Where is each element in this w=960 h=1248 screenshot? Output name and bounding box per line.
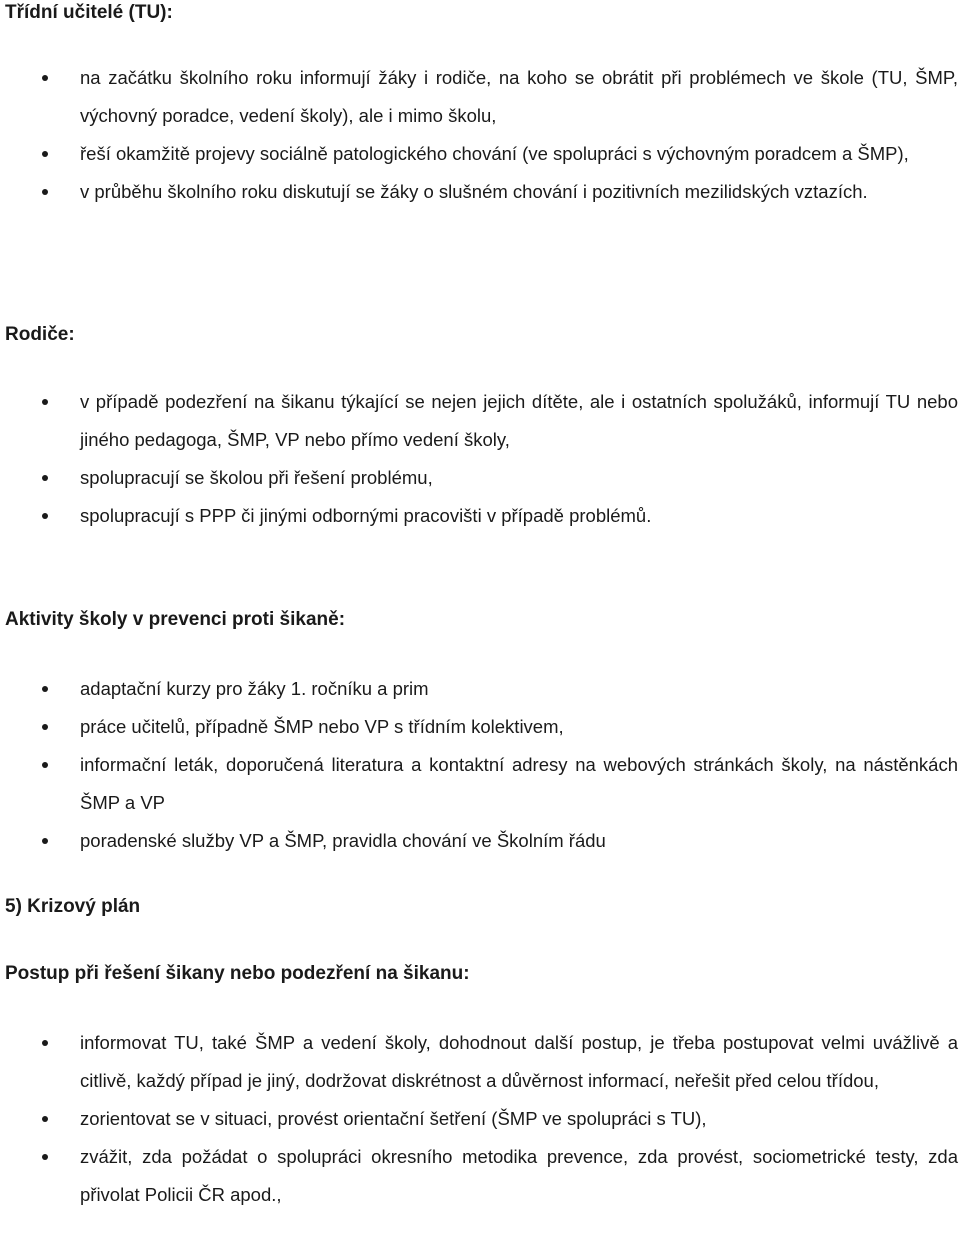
list-item: spolupracují s PPP či jinými odbornými pracovišti v případě problémů.	[0, 497, 960, 535]
list-item: informovat TU, také ŠMP a vedení školy, dohodnout další postup, je třeba postupovat velmi uvážlivě a citlivě, každý případ je jiný, dodržovat diskrétnost a důvěrnost informací, neřešit před celou třídou,	[0, 1024, 960, 1100]
list-tridni-ucitele	[0, 59, 960, 211]
section-heading-postup: Postup při řešení šikany nebo podezření na šikanu:	[5, 963, 470, 984]
list-item: práce učitelů, případně ŠMP nebo VP s třídním kolektivem,	[0, 708, 960, 746]
section-heading-rodice: Rodiče:	[5, 324, 75, 345]
list-item: adaptační kurzy pro žáky 1. ročníku a prim	[0, 670, 960, 708]
section-heading-krizovy-plan: 5) Krizový plán	[5, 896, 141, 917]
list-postup	[0, 1024, 960, 1214]
list-item: zorientovat se v situaci, provést orientační šetření (ŠMP ve spolupráci s TU),	[0, 1100, 960, 1138]
list-item: poradenské služby VP a ŠMP, pravidla chování ve Školním řádu	[0, 822, 960, 860]
list-item: na začátku školního roku informují žáky i rodiče, na koho se obrátit při problémech ve škole (TU, ŠMP, výchovný poradce, vedení školy), ale i mimo školu,	[0, 59, 960, 135]
list-item: v průběhu školního roku diskutují se žáky o slušném chování i pozitivních mezilidských vztazích.	[0, 173, 960, 211]
section-heading-tridni-ucitele: Třídní učitelé (TU):	[5, 2, 173, 23]
list-aktivity	[0, 670, 960, 860]
list-item: v případě podezření na šikanu týkající se nejen jejich dítěte, ale i ostatních spolužáků, informují TU nebo jiného pedagoga, ŠMP, VP nebo přímo vedení školy,	[0, 383, 960, 459]
section-heading-aktivity: Aktivity školy v prevenci proti šikaně:	[5, 609, 346, 630]
list-item: řeší okamžitě projevy sociálně patologického chování (ve spolupráci s výchovným poradcem a ŠMP),	[0, 135, 960, 173]
list-item: informační leták, doporučená literatura a kontaktní adresy na webových stránkách školy, na nástěnkách ŠMP a VP	[0, 746, 960, 822]
list-item: zvážit, zda požádat o spolupráci okresního metodika prevence, zda provést, sociometrické testy, zda přivolat Policii ČR apod.,	[0, 1138, 960, 1214]
list-item: spolupracují se školou při řešení problému,	[0, 459, 960, 497]
list-rodice	[0, 383, 960, 535]
